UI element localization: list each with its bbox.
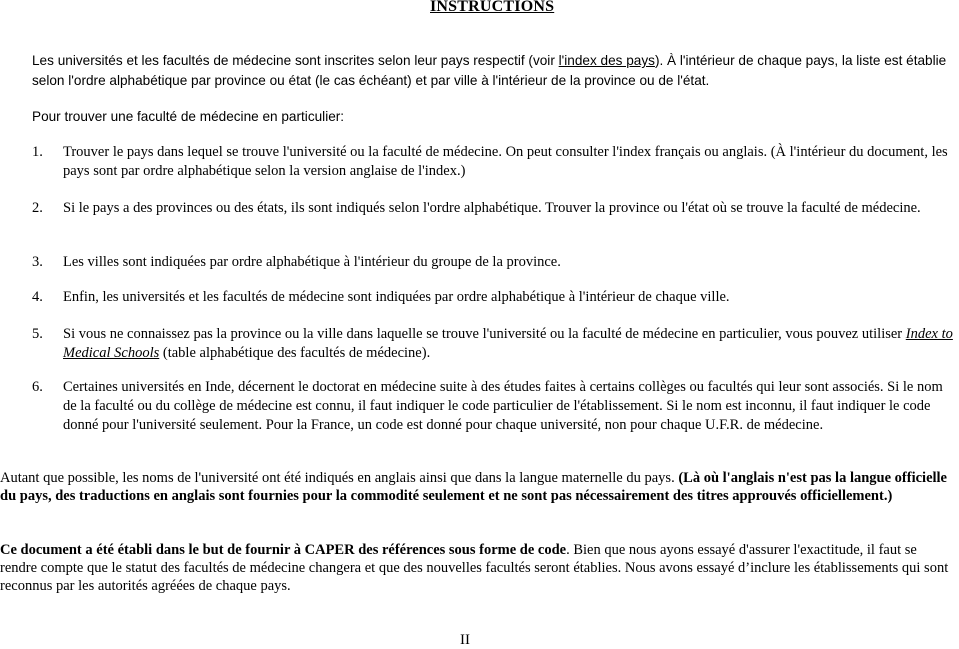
- index-to-medical-schools-link[interactable]: Index to Medical Schools: [63, 326, 953, 361]
- step-item: [32, 288, 957, 307]
- names-paragraph: [0, 469, 957, 505]
- intro-text-start: Les universités et les facultés de médecine sont inscrites selon leur pays respectif (voir: [32, 53, 559, 68]
- step-item: [32, 143, 957, 181]
- step-number: 3.: [32, 254, 43, 270]
- step-text-end: (table alphabétique des facultés de médecine).: [159, 345, 431, 361]
- step-number: 5.: [32, 326, 43, 342]
- step-number: 1.: [32, 144, 43, 160]
- lead-sentence: Pour trouver une faculté de médecine en particulier:: [32, 109, 345, 124]
- step-item: [32, 253, 957, 272]
- page-title: INSTRUCTIONS: [430, 0, 555, 15]
- caper-paragraph: [0, 541, 957, 595]
- step-number: 6.: [32, 379, 43, 395]
- caper-paragraph-text: . Bien que nous ayons essayé d'assurer l'exactitude, il faut se rendre compte que le statut des facultés de médecine changera et que des nouvelles facultés seront établies. Nous avons essayé d’inclure les établissements qui sont reconnus par les autorités agréées de chaque pays.: [0, 542, 949, 594]
- names-paragraph-bold: (Là où l'anglais n'est pas la langue officielle du pays, des traductions en anglais sont fournies pour la commodité seulement et ne sont pas nécessairement des titres approuvés officiellement.): [0, 470, 947, 504]
- step-number: 2.: [32, 200, 43, 216]
- country-index-link[interactable]: l'index des pays: [558, 53, 655, 68]
- intro-paragraph: [32, 51, 952, 91]
- step-item: [32, 325, 957, 363]
- step-number: 4.: [32, 289, 43, 305]
- step-item: [32, 378, 957, 435]
- step-text: Trouver le pays dans lequel se trouve l'université ou la faculté de médecine. On peut consulter l'index français ou anglais. (À l'intérieur du document, les pays sont par ordre alphabétique selon la version anglaise de l'index.): [63, 144, 948, 179]
- step-item: [32, 199, 957, 218]
- intro-text-end: ). À l'intérieur de chaque pays, la liste est établie selon l'ordre alphabétique par province ou état (le cas échéant) et par ville à l'intérieur de la province ou de l'état.: [32, 53, 947, 88]
- names-paragraph-text: Autant que possible, les noms de l'université ont été indiqués en anglais ainsi que dans la langue maternelle du pays.: [0, 470, 679, 486]
- caper-paragraph-bold: Ce document a été établi dans le but de fournir à CAPER des références sous forme de code: [0, 542, 567, 558]
- step-text: Les villes sont indiquées par ordre alphabétique à l'intérieur du groupe de la province.: [63, 254, 561, 270]
- step-text-start: Si vous ne connaissez pas la province ou la ville dans laquelle se trouve l'université ou la faculté de médecine en particulier, vous pouvez utiliser: [63, 326, 906, 342]
- step-text: Certaines universités en Inde, décernent le doctorat en médecine suite à des études faites à certains collèges ou facultés qui leur sont associés. Si le nom de la faculté ou du collège de médecine est connu, il faut indiquer le code particulier de l'établissement. Si le nom est inconnu, il faut indiquer le code donné pour l'université seulement. Pour la France, un code est donné pour chaque université, non pour chaque U.F.R. de médecine.: [63, 379, 943, 433]
- step-text: Si le pays a des provinces ou des états, ils sont indiqués selon l'ordre alphabétique. Trouver la province ou l'état où se trouve la faculté de médecine.: [63, 200, 921, 216]
- step-text: Enfin, les universités et les facultés de médecine sont indiquées par ordre alphabétique à l'intérieur de chaque ville.: [63, 289, 730, 305]
- step-text: [63, 325, 957, 363]
- page-number: II: [460, 632, 470, 648]
